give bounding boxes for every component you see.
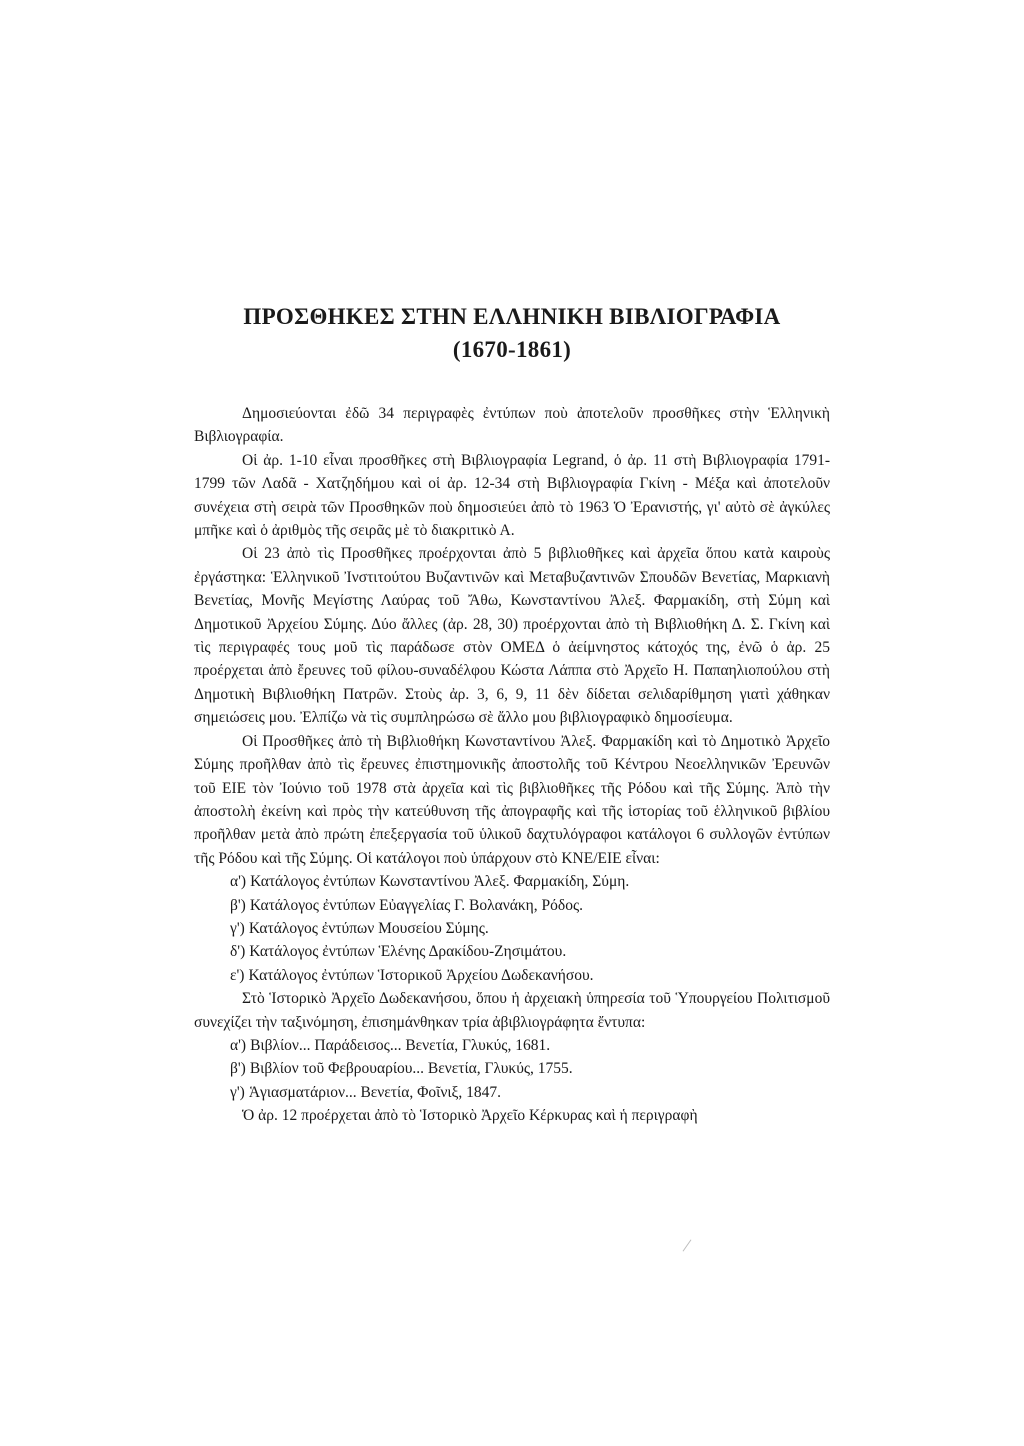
list-item: α') Βιβλίον... Παράδεισος... Βενετία, Γλυκύς, 1681. xyxy=(230,1036,551,1054)
list-item: γ') Ἁγιασματάριον... Βενετία, Φοῖνιξ, 1847. xyxy=(230,1083,502,1101)
paragraph-dodecanese-archive: Στὸ Ἱστορικὸ Ἀρχεῖο Δωδεκανήσου, ὅπου ἡ ἀρχειακὴ ὑπηρεσία τοῦ Ὑπουργείου Πολιτισμοῦ συνεχίζει τὴν ταξινόμηση, ἐπισημάνθηκαν τρία ἀβιβλιογράφητα ἔντυπα: xyxy=(194,990,830,1031)
paragraph-sources: Οἱ 23 ἀπὸ τὶς Προσθῆκες προέρχονται ἀπὸ 5 βιβλιοθῆκες καὶ ἀρχεῖα ὅπου κατὰ καιροὺς ἐργάστηκα: Ἑλληνικοῦ Ἰνστιτούτου Βυζαντινῶν καὶ Μεταβυζαντινῶν Σπουδῶν Βενετίας, Μαρκιανὴ Βενετίας, Μονῆς Μεγίστης Λαύρας τοῦ Ἄθω, Κωνσταντίνου Ἀλεξ. Φαρμακίδη, στὴ Σύμη καὶ Δημοτικοῦ Ἀρχείου Σύμης. Δύο ἄλλες (ἀρ. 28, 30) προέρχονται ἀπὸ τὴ Βιβλιοθήκη Δ. Σ. Γκίνη καὶ τὶς περιγραφές τους μοῦ τὶς παράδωσε στὸν ΟΜΕΔ ὁ ἀείμνηστος κάτοχός της, ἐνῶ ὁ ἀρ. 25 προέρχεται ἀπὸ ἔρευνες τοῦ φίλου-συναδέλφου Κώστα Λάππα στὸ Ἀρχεῖο Η. Παπαηλιοπούλου στὴ Δημοτικὴ Βιβλιοθήκη Πατρῶν. Στοὺς ἀρ. 3, 6, 9, 11 δὲν δίδεται σελιδαρίθμηση γιατὶ χάθηκαν σημειώσεις μου. Ἐλπίζω νὰ τὶς συμπληρώσω σὲ ἄλλο μου βιβλιογραφικὸ δημοσίευμα. xyxy=(194,545,830,727)
paragraph-pharmakidis: Οἱ Προσθῆκες ἀπὸ τὴ Βιβλιοθήκη Κωνσταντίνου Ἀλεξ. Φαρμακίδη καὶ τὸ Δημοτικὸ Ἀρχεῖο Σύμης προῆλθαν ἀπὸ τὶς ἔρευνες ἐπιστημονικῆς ἀποστολῆς τοῦ Κέντρου Νεοελληνικῶν Ἐρευνῶν τοῦ ΕΙΕ τὸν Ἰούνιο τοῦ 1978 στὰ ἀρχεῖα καὶ τὶς βιβλιοθῆκες τῆς Ρόδου καὶ τῆς Σύμης. Ἀπὸ τὴν ἀποστολὴ ἐκείνη καὶ πρὸς τὴν κατεύθυνση τῆς ἀπογραφῆς καὶ τῆς ἱστορίας τοῦ ἑλληνικοῦ βιβλίου προῆλθαν μετὰ ἀπὸ πρώτη ἐπεξεργασία τοῦ ὑλικοῦ δαχτυλόγραφοι κατάλογοι 6 συλλογῶν ἐντύπων τῆς Ρόδου καὶ τῆς Σύμης. Οἱ κατάλογοι ποὺ ὑπάρχουν στὸ ΚΝΕ/ΕΙΕ εἶναι: xyxy=(194,732,830,867)
list-item: β') Κατάλογος ἐντύπων Εὐαγγελίας Γ. Βολανάκη, Ρόδος. xyxy=(230,896,583,914)
list-item: ε') Κατάλογος ἐντύπων Ἱστορικοῦ Ἀρχείου Δωδεκανήσου. xyxy=(230,966,594,984)
scan-mark xyxy=(683,1239,692,1251)
page-title xyxy=(150,300,874,366)
list-item: δ') Κατάλογος ἐντύπων Ἑλένης Δρακίδου-Ζησιμάτου. xyxy=(230,943,567,961)
list-item: β') Βιβλίον τοῦ Φεβρουαρίου... Βενετία, Γλυκύς, 1755. xyxy=(230,1060,573,1078)
title-line-1: ΠΡΟΣΘΗΚΕΣ ΣΤΗΝ ΕΛΛΗΝΙΚΗ ΒΙΒΛΙΟΓΡΑΦΙΑ xyxy=(243,304,781,329)
prints-list xyxy=(194,1034,830,1104)
catalogue-list xyxy=(194,870,830,987)
paragraph-numbering: Οἱ ἀρ. 1-10 εἶναι προσθῆκες στὴ Βιβλιογραφία Legrand, ὁ ἀρ. 11 στὴ Βιβλιογραφία 1791-1799 τῶν Λαδᾶ - Χατζηδήμου καὶ οἱ ἀρ. 12-34 στὴ Βιβλιογραφία Γκίνη - Μέξα καὶ ἀποτελοῦν συνέχεια στὴ σειρὰ τῶν Προσθηκῶν ποὺ δημοσιεύει ἀπὸ τὸ 1963 Ὁ Ἐρανιστής, γι' αὐτὸ σὲ ἀγκύλες μπῆκε καὶ ὁ ἀριθμὸς τῆς σειρᾶς μὲ τὸ διακριτικὸ Α. xyxy=(194,451,830,540)
title-line-2: (1670-1861) xyxy=(452,337,572,362)
paragraph-corfu-archive: Ὁ ἀρ. 12 προέρχεται ἀπὸ τὸ Ἱστορικὸ Ἀρχεῖο Κέρκυρας καὶ ἡ περιγραφὴ xyxy=(242,1107,698,1125)
list-item: α') Κατάλογος ἐντύπων Κωνσταντίνου Ἀλεξ. Φαρμακίδη, Σύμη. xyxy=(230,873,630,891)
paragraph-intro: Δημοσιεύονται ἐδῶ 34 περιγραφὲς ἐντύπων ποὺ ἀποτελοῦν προσθῆκες στὴν Ἑλληνικὴ Βιβλιογραφία. xyxy=(194,405,830,446)
body-text xyxy=(194,402,830,1128)
list-item: γ') Κατάλογος ἐντύπων Μουσείου Σύμης. xyxy=(230,919,489,937)
